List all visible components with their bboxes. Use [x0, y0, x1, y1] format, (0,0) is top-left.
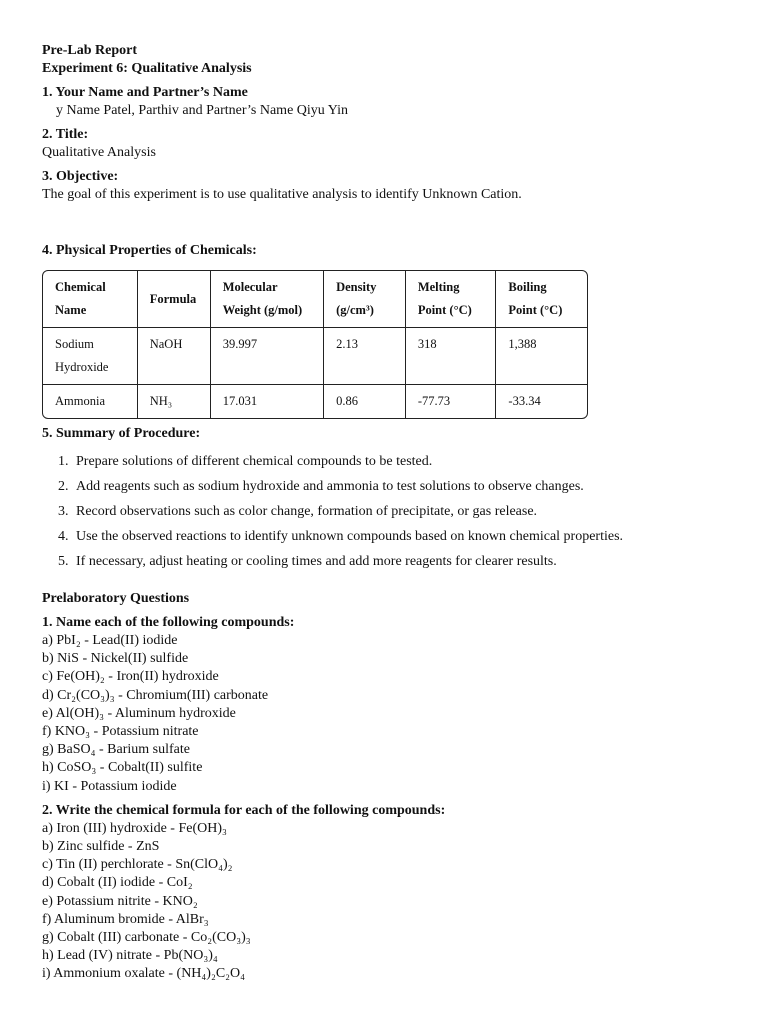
section1-heading: 1. Your Name and Partner’s Name — [42, 85, 248, 100]
names-line: y Name Patel, Parthiv and Partner’s Name Qiyu Yin — [56, 103, 348, 118]
list-item: e) Potassium nitrite - KNO₂ — [42, 893, 198, 909]
cell-boiling: -33.34 — [508, 394, 541, 408]
question2-heading: 2. Write the chemical formula for each of the following compounds: — [42, 802, 446, 818]
question1-answers — [42, 632, 732, 796]
table-header-row — [43, 271, 587, 328]
section5-heading: 5. Summary of Procedure: — [42, 426, 201, 441]
list-item: b) Zinc sulfide - ZnS — [42, 839, 160, 855]
list-item: c) Fe(OH)₂ - Iron(II) hydroxide — [42, 669, 219, 685]
prelab-heading: Prelaboratory Questions — [42, 591, 190, 606]
col-header: Molecular Weight (g/mol) — [211, 271, 324, 328]
list-item: e) Al(OH)₃ - Aluminum hydroxide — [42, 705, 236, 721]
list-item: a) Iron (III) hydroxide - Fe(OH)₃ — [42, 820, 227, 836]
col-header: Chemical Name — [43, 271, 138, 328]
list-item: 5. If necessary, adjust heating or cooling times and add more reagents for clearer results. — [72, 549, 732, 574]
list-item: 2. Add reagents such as sodium hydroxide and ammonia to test solutions to observe changes. — [72, 474, 732, 499]
list-item: 4. Use the observed reactions to identify unknown compounds based on known chemical properties. — [72, 524, 732, 549]
objective-text: The goal of this experiment is to use qualitative analysis to identify Unknown Cation. — [42, 187, 522, 202]
properties-table — [42, 270, 588, 419]
cell-formula: NH₃ — [138, 385, 211, 418]
list-item: f) KNO₃ - Potassium nitrate — [42, 724, 199, 740]
cell-name: Sodium Hydroxide — [43, 328, 138, 385]
section4-heading: 4. Physical Properties of Chemicals: — [42, 243, 257, 258]
col-header: Density (g/cm³) — [324, 271, 406, 328]
cell-mw: 17.031 — [211, 385, 324, 418]
list-item: g) BaSO₄ - Barium sulfate — [42, 742, 190, 758]
list-item: 1. Prepare solutions of different chemical compounds to be tested. — [72, 449, 732, 474]
list-item: b) NiS - Nickel(II) sulfide — [42, 651, 189, 667]
list-item: g) Cobalt (III) carbonate - Co₂(CO₃)₃ — [42, 930, 251, 946]
list-item: 3. Record observations such as color change, formation of precipitate, or gas release. — [72, 499, 732, 524]
section2-heading: 2. Title: — [42, 127, 89, 142]
title-text: Qualitative Analysis — [42, 145, 156, 160]
list-item: h) Lead (IV) nitrate - Pb(NO₃)₄ — [42, 948, 218, 964]
cell-mw: 39.997 — [211, 328, 324, 385]
cell-melting: 318 — [406, 328, 497, 385]
col-header: Boiling Point (°C) — [496, 271, 587, 328]
list-item: d) Cobalt (II) iodide - CoI₂ — [42, 875, 193, 891]
cell-melting: -77.73 — [406, 385, 497, 418]
cell-density: 2.13 — [324, 328, 406, 385]
table-row — [43, 328, 587, 385]
document-page — [42, 42, 732, 984]
cell-density: 0.86 — [324, 385, 406, 418]
cell-boiling: 1,388 — [496, 328, 587, 385]
cell-formula: NaOH — [138, 328, 211, 385]
question1-heading: 1. Name each of the following compounds: — [42, 615, 295, 630]
list-item: i) KI - Potassium iodide — [42, 778, 177, 794]
section3-heading: 3. Objective: — [42, 169, 119, 184]
list-item: a) PbI₂ - Lead(II) iodide — [42, 633, 178, 648]
col-header: Formula — [138, 271, 211, 328]
report-label: Pre-Lab Report — [42, 43, 137, 58]
cell-name: Ammonia — [43, 385, 138, 418]
experiment-title: Experiment 6: Qualitative Analysis — [42, 61, 252, 76]
list-item: d) Cr₂(CO₃)₃ - Chromium(III) carbonate — [42, 687, 269, 703]
question2-answers — [42, 820, 732, 984]
list-item: f) Aluminum bromide - AlBr₃ — [42, 911, 209, 927]
list-item: h) CoSO₃ - Cobalt(II) sulfite — [42, 760, 203, 776]
list-item: c) Tin (II) perchlorate - Sn(ClO₄)₂ — [42, 857, 233, 873]
table-row — [43, 385, 587, 418]
procedure-list — [42, 449, 732, 574]
list-item: i) Ammonium oxalate - (NH₄)₂C₂O₄ — [42, 966, 246, 982]
col-header: Melting Point (°C) — [406, 271, 497, 328]
